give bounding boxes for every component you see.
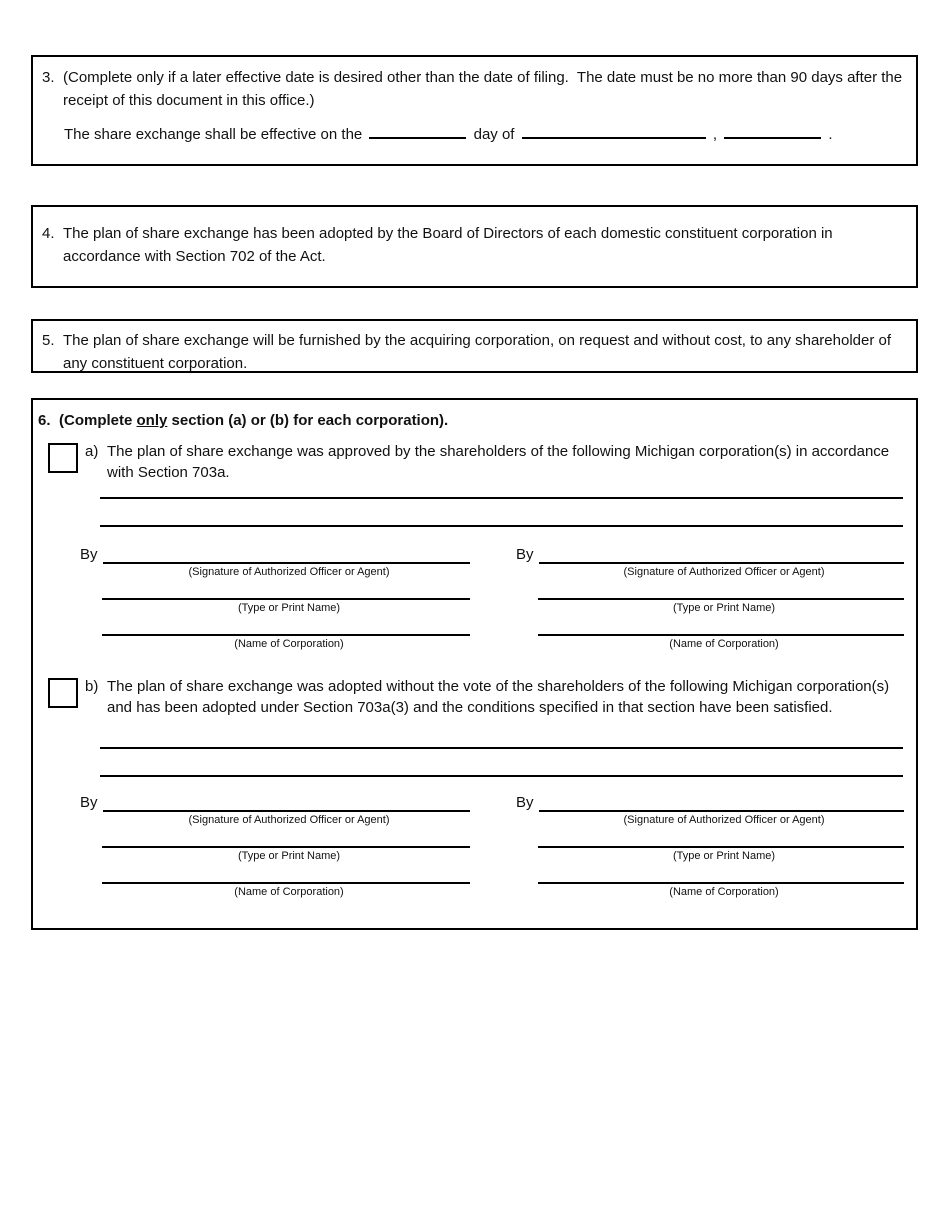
corporation-name-caption: (Name of Corporation) bbox=[669, 886, 779, 898]
effective-month-field[interactable] bbox=[522, 125, 706, 139]
section-5-box bbox=[31, 319, 918, 373]
option-b-corporation-line-1[interactable] bbox=[100, 747, 903, 749]
corporation-name-caption: (Name of Corporation) bbox=[234, 638, 344, 650]
option-b-corporation-line-2[interactable] bbox=[100, 775, 903, 777]
option-a-checkbox[interactable] bbox=[48, 443, 78, 473]
print-name-line[interactable] bbox=[538, 579, 904, 600]
section-3-number: 3. bbox=[42, 69, 55, 86]
signature-block bbox=[516, 788, 904, 899]
section-6-heading bbox=[38, 409, 899, 432]
print-name-caption: (Type or Print Name) bbox=[237, 850, 341, 862]
option-a-text: The plan of share exchange was approved by the shareholders of the following Michigan corporation(s) in accordance with Section 703a. bbox=[107, 443, 894, 481]
option-b-checkbox[interactable] bbox=[48, 678, 78, 708]
print-name-caption: (Type or Print Name) bbox=[237, 602, 341, 614]
section-5-text: The plan of share exchange will be furnished by the acquiring corporation, on request and without cost, to any shareholder of any constituent corporation. bbox=[63, 332, 896, 372]
option-a-letter: a) bbox=[85, 443, 99, 460]
section-3-instruction bbox=[42, 66, 908, 112]
effective-date-sentence bbox=[64, 125, 833, 143]
by-label: By bbox=[80, 794, 98, 811]
corporation-name-line[interactable] bbox=[538, 615, 904, 636]
signature-line[interactable] bbox=[103, 540, 470, 564]
print-name-line[interactable] bbox=[102, 827, 470, 848]
section-4-statement bbox=[42, 222, 863, 268]
print-name-line[interactable] bbox=[102, 579, 470, 600]
effective-day-field[interactable] bbox=[369, 125, 466, 139]
signature-block bbox=[80, 540, 470, 651]
effective-year-field[interactable] bbox=[724, 125, 821, 139]
heading-underlined-word: only bbox=[136, 412, 168, 429]
section-3-instruction-text: (Complete only if a later effective date is desired other than the date of filing. The date must be no more than 90 days after the receipt of this document in this office.) bbox=[63, 69, 907, 109]
option-a-signature-grid bbox=[80, 540, 904, 651]
print-name-line[interactable] bbox=[538, 827, 904, 848]
signature-block bbox=[80, 788, 470, 899]
section-5-statement bbox=[42, 329, 911, 375]
effective-date-comma: , bbox=[712, 126, 717, 143]
corporation-name-line[interactable] bbox=[102, 863, 470, 884]
signature-block bbox=[516, 540, 904, 651]
section-6-box bbox=[31, 398, 918, 930]
signature-caption: (Signature of Authorized Officer or Agent) bbox=[188, 566, 390, 578]
section-4-box bbox=[31, 205, 918, 288]
section-3-box bbox=[31, 55, 918, 166]
option-b-text: The plan of share exchange was adopted without the vote of the shareholders of the following Michigan corporation(s) and has been adopted under Section 703a(3) and the conditions specified in that section have been satisfied. bbox=[107, 678, 894, 716]
effective-date-period: . bbox=[828, 126, 833, 143]
print-name-caption: (Type or Print Name) bbox=[672, 850, 776, 862]
corporation-name-line[interactable] bbox=[538, 863, 904, 884]
by-label: By bbox=[516, 794, 534, 811]
signature-caption: (Signature of Authorized Officer or Agent) bbox=[188, 814, 390, 826]
by-label: By bbox=[516, 546, 534, 563]
corporation-name-line[interactable] bbox=[102, 615, 470, 636]
effective-date-prefix: The share exchange shall be effective on the bbox=[64, 126, 363, 143]
signature-line[interactable] bbox=[539, 788, 904, 812]
by-label: By bbox=[80, 546, 98, 563]
section-6-heading-text: (Complete only section (a) or (b) for each corporation). bbox=[59, 412, 449, 429]
option-a-statement bbox=[85, 441, 909, 483]
signature-caption: (Signature of Authorized Officer or Agent) bbox=[623, 814, 825, 826]
option-b-statement bbox=[85, 676, 913, 718]
section-4-text: The plan of share exchange has been adopted by the Board of Directors of each domestic constituent corporation in accordance with Section 702 of the Act. bbox=[63, 225, 837, 265]
corporation-name-caption: (Name of Corporation) bbox=[669, 638, 779, 650]
signature-caption: (Signature of Authorized Officer or Agent) bbox=[623, 566, 825, 578]
option-b-letter: b) bbox=[85, 678, 99, 695]
corporation-name-caption: (Name of Corporation) bbox=[234, 886, 344, 898]
option-a-corporation-line-2[interactable] bbox=[100, 525, 903, 527]
signature-line[interactable] bbox=[103, 788, 470, 812]
signature-line[interactable] bbox=[539, 540, 904, 564]
section-4-number: 4. bbox=[42, 225, 55, 242]
effective-date-mid: day of bbox=[473, 126, 515, 143]
section-5-number: 5. bbox=[42, 332, 55, 349]
option-a-corporation-line-1[interactable] bbox=[100, 497, 903, 499]
print-name-caption: (Type or Print Name) bbox=[672, 602, 776, 614]
section-6-number: 6. bbox=[38, 412, 51, 429]
option-b-signature-grid bbox=[80, 788, 904, 899]
